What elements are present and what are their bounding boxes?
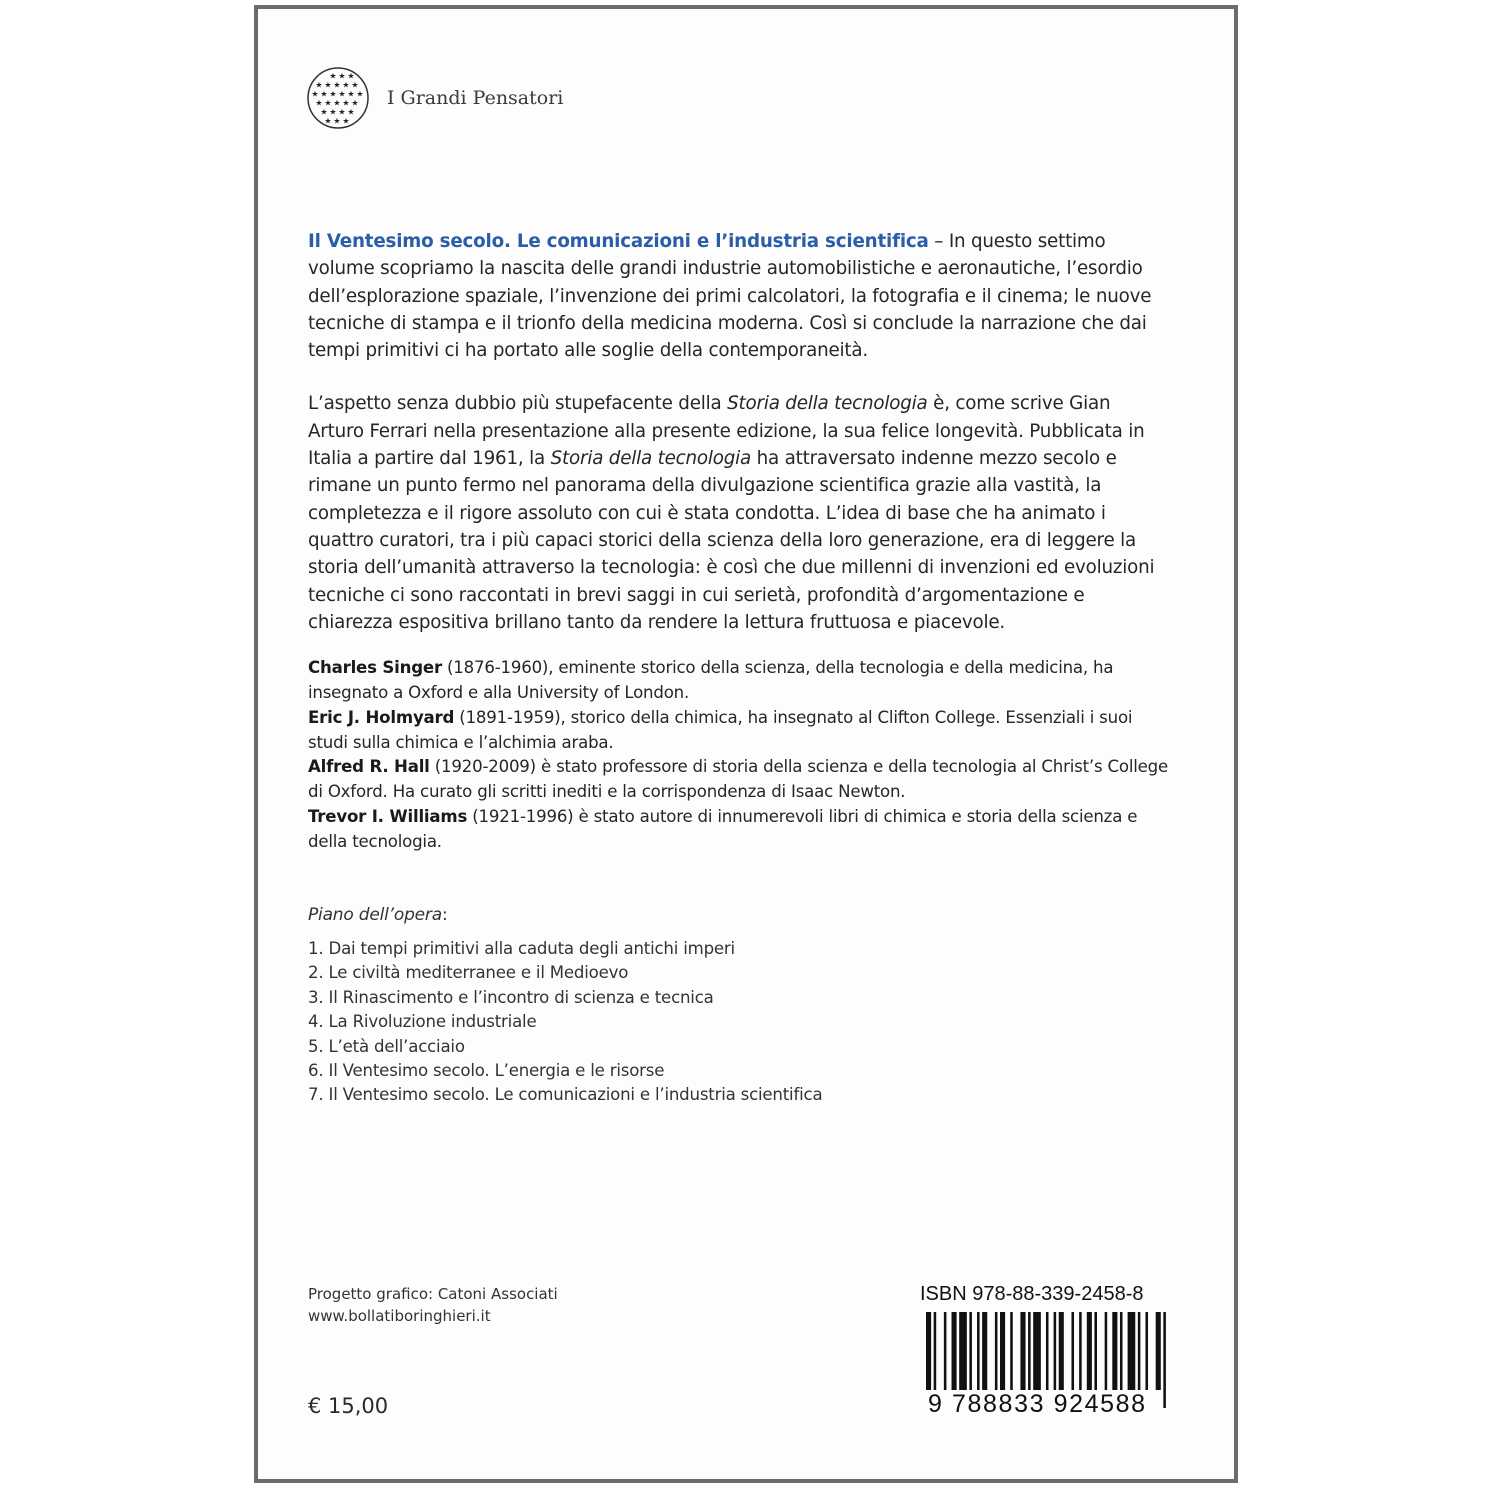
svg-text:★: ★ bbox=[333, 80, 341, 90]
series-plan bbox=[308, 903, 1168, 1108]
svg-text:★: ★ bbox=[329, 107, 337, 117]
volume-item: 6. Il Ventesimo secolo. L’energia e le risorse bbox=[308, 1060, 665, 1080]
intro-title: Il Ventesimo secolo. Le comunicazioni e l’industria scientifica bbox=[308, 231, 929, 252]
volume-item: 3. Il Rinascimento e l’incontro di scienza e tecnica bbox=[308, 987, 714, 1007]
author-description: (1891-1959), storico della chimica, ha insegnato al Clifton College. Essenziali i suoi studi sulla chimica e l’alchimia araba. bbox=[308, 707, 1133, 752]
author-bio bbox=[308, 805, 1168, 855]
series-header bbox=[305, 65, 563, 131]
svg-text:★: ★ bbox=[329, 71, 337, 81]
author-description: (1876-1960), eminente storico della scienza, della tecnologia e della medicina, ha insegnato a Oxford e alla University of London. bbox=[308, 658, 1114, 702]
author-bios bbox=[308, 656, 1168, 854]
svg-text:★: ★ bbox=[320, 107, 328, 117]
volume-item: 7. Il Ventesimo secolo. Le comunicazioni e l’industria scientifica bbox=[308, 1085, 823, 1105]
svg-text:★: ★ bbox=[315, 80, 323, 90]
svg-text:★: ★ bbox=[320, 89, 328, 99]
author-description: (1921-1996) è stato autore di innumerevoli libri di chimica e storia della scienza e della tecnologia. bbox=[308, 806, 1138, 851]
volume-item: 5. L’età dell’acciaio bbox=[308, 1036, 465, 1056]
svg-text:★: ★ bbox=[324, 80, 332, 90]
svg-text:★: ★ bbox=[329, 89, 337, 99]
design-credit: Progetto grafico: Catoni Associati bbox=[308, 1285, 558, 1303]
author-name: Eric J. Holmyard bbox=[308, 707, 455, 727]
intro-text: – In questo settimo volume scopriamo la nascita delle grandi industrie automobilistiche e aeronautiche, l’esordio dell’esplorazione spaziale, l’invenzione dei primi calcolatori, la fotografia e il cinema; le nuove tecniche di stampa e il trionfo della medicina moderna. Così si conclude la narrazione che dai tempi primitivi ci ha portato alle soglie della contemporaneità. bbox=[308, 231, 1152, 362]
svg-text:★: ★ bbox=[324, 98, 332, 108]
barcode-digits: 9 788833 924588 bbox=[928, 1390, 1147, 1418]
author-description: (1920-2009) è stato professore di storia della scienza e della tecnologia al Christ’s College di Oxford. Ha curato gli scritti inediti e la corrispondenza di Isaac Newton. bbox=[308, 757, 1168, 802]
svg-text:★: ★ bbox=[338, 89, 346, 99]
presentation-text: ha attraversato indenne mezzo secolo e rimane un punto fermo nel panorama della divulgazione scientifica grazie alla vastità, la completezza e il rigore assoluto con cui è stata condotta. L’idea di base che ha animato i quattro curatori, tra i più capaci storici della scienza della loro generazione, era di leggere la storia dell’umanità attraverso la tecnologia: è così che due millenni di invenzioni ed evoluzioni tecniche ci sono raccontati in brevi saggi in cui serietà, profondità d’argomentazione e chiarezza espositiva brillano tanto da rendere la lettura fruttuosa e piacevole. bbox=[308, 448, 1155, 633]
plan-label bbox=[308, 903, 1168, 927]
author-bio bbox=[308, 656, 1168, 706]
description bbox=[308, 228, 1168, 1108]
svg-text:★: ★ bbox=[342, 98, 350, 108]
credits bbox=[308, 1283, 558, 1327]
author-name: Trevor I. Williams bbox=[308, 806, 468, 826]
svg-text:★: ★ bbox=[347, 89, 355, 99]
isbn-label: ISBN 978-88-339-2458-8 bbox=[920, 1283, 1144, 1305]
presentation-paragraph bbox=[308, 390, 1168, 636]
svg-text:★: ★ bbox=[338, 71, 346, 81]
author-name: Alfred R. Hall bbox=[308, 757, 430, 777]
svg-text:★: ★ bbox=[333, 98, 341, 108]
volume-item: 2. Le civiltà mediterranee e il Medioevo bbox=[308, 963, 629, 983]
plan-label-colon: : bbox=[441, 904, 448, 925]
author-name: Charles Singer bbox=[308, 658, 442, 678]
svg-text:★: ★ bbox=[342, 116, 350, 126]
volume-item: 1. Dai tempi primitivi alla caduta degli antichi imperi bbox=[308, 938, 735, 958]
book-title: Storia della tecnologia bbox=[550, 448, 752, 470]
intro-paragraph bbox=[308, 228, 1168, 364]
volume-list bbox=[308, 937, 1168, 1108]
svg-text:★: ★ bbox=[351, 98, 359, 108]
book-title: Storia della tecnologia bbox=[727, 393, 928, 415]
publisher-logo-icon bbox=[305, 65, 371, 131]
series-name: I Grandi Pensatori bbox=[387, 87, 564, 109]
svg-text:★: ★ bbox=[338, 107, 346, 117]
svg-text:★: ★ bbox=[315, 98, 323, 108]
svg-text:★: ★ bbox=[347, 71, 355, 81]
presentation-text: L’aspetto senza dubbio più stupefacente della bbox=[308, 393, 728, 415]
svg-text:★: ★ bbox=[347, 107, 355, 117]
svg-text:★: ★ bbox=[342, 80, 350, 90]
price: € 15,00 bbox=[308, 1394, 389, 1418]
svg-text:★: ★ bbox=[333, 116, 341, 126]
svg-text:★: ★ bbox=[311, 89, 319, 99]
publisher-website: www.bollatiboringhieri.it bbox=[308, 1307, 491, 1325]
author-bio bbox=[308, 706, 1168, 756]
plan-label-text: Piano dell’opera bbox=[308, 904, 442, 925]
svg-text:★: ★ bbox=[324, 116, 332, 126]
presentation-text: è, come scrive Gian Arturo Ferrari nella presentazione alla presente edizione, la sua felice longevità. Pubblicata in Italia a partire dal 1961, la bbox=[308, 393, 1145, 470]
svg-text:★: ★ bbox=[351, 80, 359, 90]
author-bio bbox=[308, 755, 1168, 805]
svg-text:★: ★ bbox=[356, 89, 364, 99]
volume-item: 4. La Rivoluzione industriale bbox=[308, 1012, 537, 1032]
